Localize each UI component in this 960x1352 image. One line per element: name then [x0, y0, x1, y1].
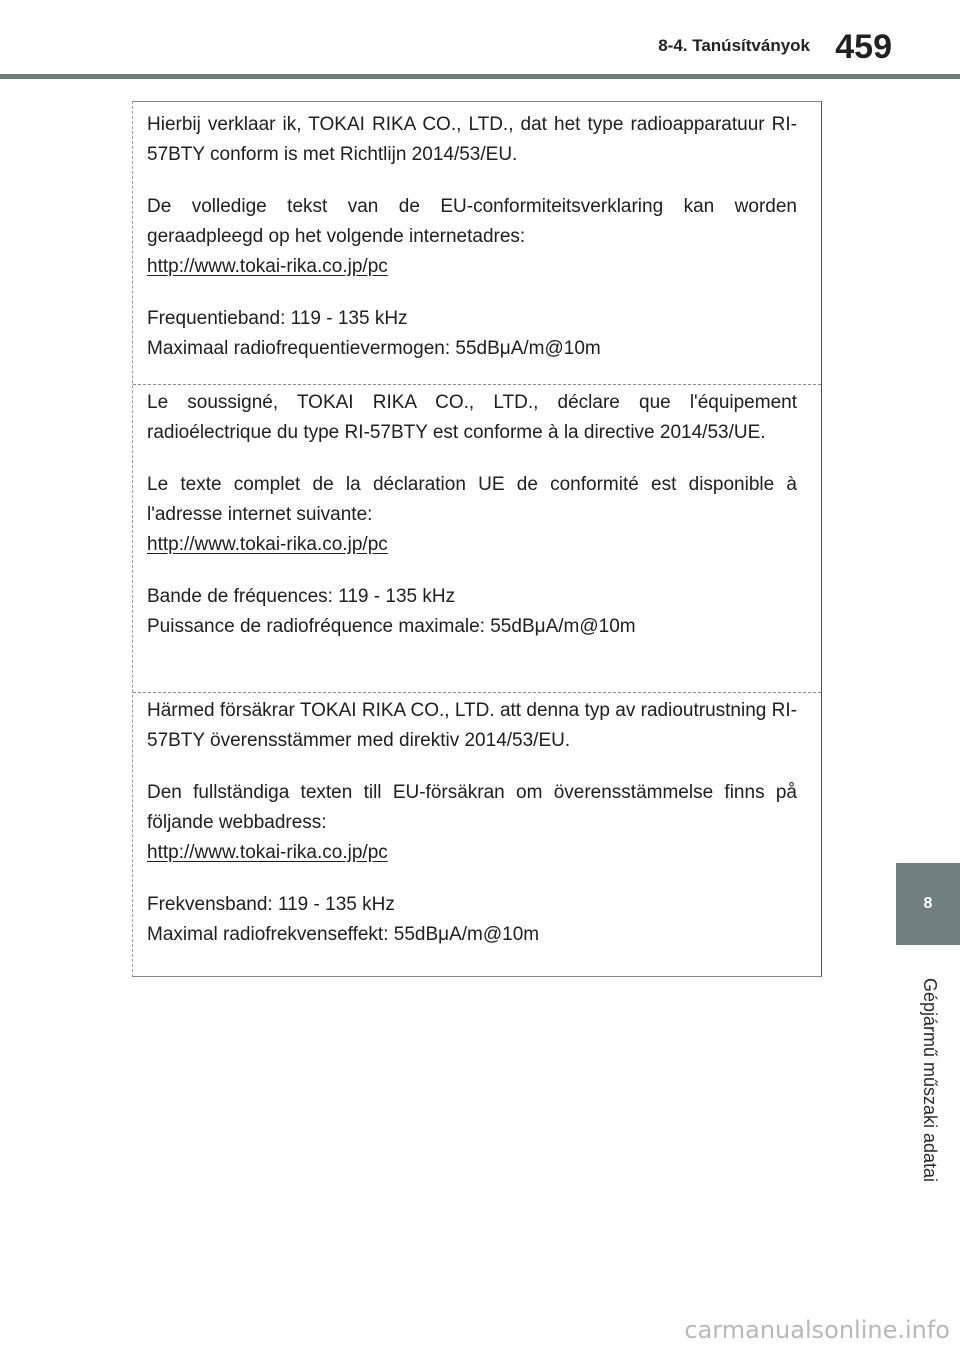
frequency-band-text: Bande de fréquences: 119 - 135 kHz: [147, 586, 456, 607]
certificate-section-french: [133, 384, 821, 642]
chapter-title: Gépjármű műszaki adatai: [920, 977, 940, 1183]
section-title: 8-4. Tanúsítványok: [658, 36, 810, 55]
declaration-text: Le soussigné, TOKAI RIKA CO., LTD., déclare que l'équipement radioélectrique du type RI-57BTY est conforme à la directive 2014/53/UE.: [147, 392, 797, 443]
certificate-url-link[interactable]: http://www.tokai-rika.co.jp/pc: [147, 842, 388, 863]
page-number: 459: [835, 28, 892, 66]
certificate-url-link[interactable]: http://www.tokai-rika.co.jp/pc: [147, 534, 388, 555]
header-rule: [0, 74, 960, 79]
max-power-text: Puissance de radiofréquence maximale: 55dBμA/m@10m: [147, 616, 636, 637]
chapter-number: 8: [923, 895, 933, 912]
certificate-section-dutch: [133, 110, 821, 364]
declaration-text: Härmed försäkrar TOKAI RIKA CO., LTD. att denna typ av radioutrustning RI-57BTY överensstämmer med direktiv 2014/53/EU.: [147, 700, 797, 751]
max-power-text: Maximal radiofrekvenseffekt: 55dBμA/m@10m: [147, 924, 540, 945]
frequency-band-text: Frequentieband: 119 - 135 kHz: [147, 308, 408, 329]
full-text-intro: Den fullständiga texten till EU-försäkran om överensstämmelse finns på följande webbadress:: [147, 782, 797, 833]
frequency-band-text: Frekvensband: 119 - 135 kHz: [147, 894, 395, 915]
full-text-intro: Le texte complet de la déclaration UE de conformité est disponible à l'adresse internet suivante:: [147, 474, 797, 525]
declaration-text: Hierbij verklaar ik, TOKAI RIKA CO., LTD., dat het type radioapparatuur RI-57BTY conform is met Richtlijn 2014/53/EU.: [147, 114, 797, 165]
certificate-url-link[interactable]: http://www.tokai-rika.co.jp/pc: [147, 256, 388, 277]
watermark: carmanualsonline.info: [684, 1316, 950, 1344]
certificate-box: [132, 101, 822, 977]
full-text-intro: De volledige tekst van de EU-conformiteitsverklaring kan worden geraadpleegd op het volgende internetadres:: [147, 196, 797, 247]
certificate-section-swedish: [133, 692, 821, 950]
max-power-text: Maximaal radiofrequentievermogen: 55dBμA/m@10m: [147, 338, 601, 359]
